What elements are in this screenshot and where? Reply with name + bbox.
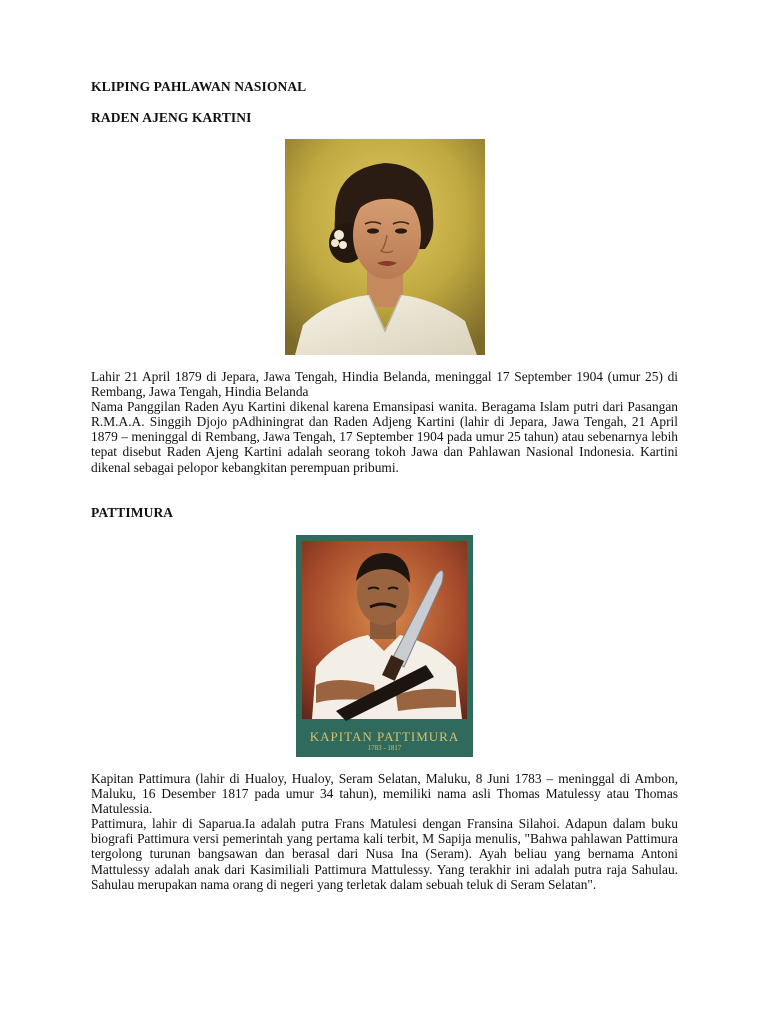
kartini-paragraph-1: Lahir 21 April 1879 di Jepara, Jawa Tengah, Hindia Belanda, meninggal 17 September 1904 (umur 25) di Rembang, Jawa Tengah, Hindia Belanda: [91, 369, 678, 400]
kartini-text: [91, 369, 678, 475]
pattimura-text: [91, 771, 678, 892]
kartini-portrait: [285, 139, 485, 355]
pattimura-paragraph-2: Pattimura, lahir di Saparua.Ia adalah putra Frans Matulesi dengan Fransina Silahoi. Adapun dalam buku biografi Pattimura versi pemerintah yang pertama kali terbit, M Sapija menulis, "Bahwa pahlawan Pattimura tergolong turunan bangsawan dan berasal dari Nusa Ina (Seram). Ayah beliau yang bernama Antoni Mattulessy adalah anak dari Kasimiliali Pattimura Mattulessy. Yang terakhir ini adalah putra raja Sahulau. Sahulau merupakan nama orang di negeri yang terletak dalam sebuah teluk di Seram Selatan".: [91, 816, 678, 892]
kartini-paragraph-2: Nama Panggilan Raden Ayu Kartini dikenal karena Emansipasi wanita. Beragama Islam putri dari Pasangan R.M.A.A. Singgih Djojo pAdhiningrat dan Raden Adjeng Kartini (lahir di Jepara, Jawa Tengah, 21 April 1879 – meninggal di Rembang, Jawa Tengah, 17 September 1904 pada umur 25 tahun) atau sebenarnya lebih tepat disebut Raden Ajeng Kartini adalah seorang tokoh Jawa dan Pahlawan Nasional Indonesia. Kartini dikenal sebagai pelopor kebangkitan perempuan pribumi.: [91, 399, 678, 475]
pattimura-years: 1783 - 1817: [367, 744, 402, 752]
section-heading-kartini: RADEN AJENG KARTINI: [91, 110, 252, 125]
pattimura-caption: KAPITAN PATTIMURA: [309, 729, 460, 744]
pattimura-paragraph-1: Kapitan Pattimura (lahir di Hualoy, Hualoy, Seram Selatan, Maluku, 8 Juni 1783 – meninggal di Ambon, Maluku, 16 Desember 1817 pada umur 34 tahun), memiliki nama asli Thomas Matulessy atau Thomas Matulessia.: [91, 771, 678, 817]
pattimura-portrait: [296, 535, 473, 757]
document-title: KLIPING PAHLAWAN NASIONAL: [91, 79, 307, 94]
section-heading-pattimura: PATTIMURA: [91, 505, 174, 520]
